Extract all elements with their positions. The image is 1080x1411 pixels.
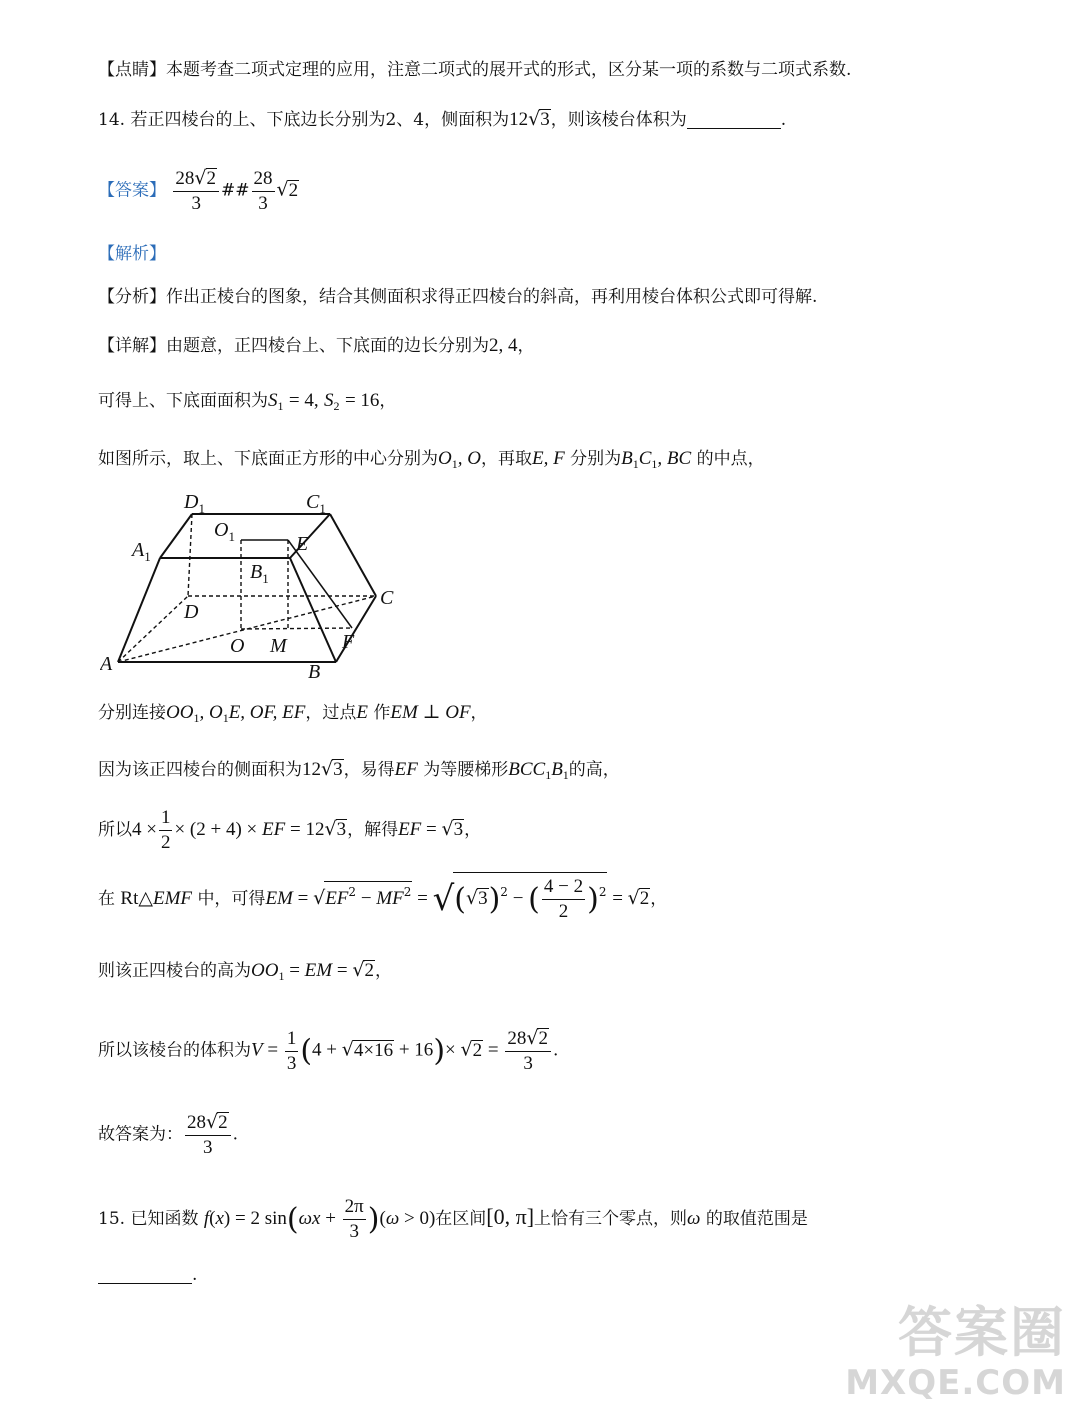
fenxi-text: 作出正棱台的图象，结合其侧面积求得正四棱台的斜高，再利用棱台体积公式即可得解. (166, 287, 818, 307)
answer-line: 【答案】 $\frac{28√2}{3}$ ## $\frac{28}{3}$ √2 (98, 167, 299, 214)
svg-text:C1: $C_1$ (306, 491, 326, 516)
q15-answer-blank (98, 1265, 192, 1284)
answer-separator: ## (221, 180, 250, 201)
q14-area-root: 3 (540, 109, 550, 130)
svg-text:A: A (100, 653, 113, 675)
svg-text:A1: $A_1$ (132, 539, 151, 564)
svg-text:O: O (230, 635, 245, 657)
q14-answer-blank (687, 110, 781, 129)
edge-values: 2, 4 (489, 335, 518, 356)
fenxi-tag: 【分析】 (98, 287, 166, 307)
centers-line: 如图所示，取上、下底面正方形的中心分别为$O_1$, O，再取E, F 分别为$B_1C_1$, BC 的中点， (98, 448, 765, 471)
question-14: 14. 若正四棱台的上、下底边长分别为2、4，侧面积为12√3，则该棱台体积为 . (98, 108, 787, 130)
dianjing-tag: 【点睛】 (98, 60, 166, 80)
volume-line: 所以该棱台的体积为V = $\frac{1}{3}$ (4 + √4×16 + 16)× √2 = $\frac{28√2}{3}$ . (98, 1027, 559, 1074)
oo1-line: 则该正四棱台的高为$OO_1$ = EM = √2， (98, 959, 392, 983)
edge-AA1 (118, 558, 160, 662)
connect-line: 分别连接$OO_1$, $O_1E$, OF, EF，过点E 作EM ⊥ OF， (98, 702, 488, 725)
solve-line: 所以4 × $\frac{1}{2}$ × (2 + 4) × EF = 12√3，解得EF = √3， (98, 807, 482, 853)
q14-area: 12 (509, 109, 529, 130)
xiangjie-line: 【详解】由题意，正四棱台上、下底面的边长分别为2, 4， (98, 335, 535, 356)
svg-text:B1: $B_1$ (250, 561, 269, 586)
svg-text:D: D (184, 601, 199, 623)
answer-fraction-1: $\frac{28√2}{3}$ (173, 166, 219, 216)
svg-text:D1: $D_1$ (184, 491, 205, 516)
edge-AD (118, 596, 188, 662)
dianjing-text: 本题考查二项式定理的应用，注意二项式的展开式的形式，区分某一项的系数与二项式系数. (166, 60, 852, 80)
edge-D1D (188, 514, 192, 596)
segment-OF (241, 628, 352, 629)
xiangjie-text: 由题意，正四棱台上、下底面的边长分别为 (166, 336, 489, 356)
jiexi-tag: 【解析】 (98, 244, 166, 264)
svg-text:C: C (380, 587, 394, 609)
area-text: 可得上、下底面面积为 (98, 391, 268, 411)
svg-text:F: F (342, 631, 355, 653)
dianjing-line (98, 57, 851, 83)
q15-answer-line: . (98, 1262, 197, 1288)
xiangjie-tag: 【详解】 (98, 336, 166, 356)
edge-C1C (330, 514, 376, 596)
diagonal-AC (118, 596, 376, 662)
svg-text:M: M (270, 635, 287, 657)
q15-number: 15. (98, 1209, 126, 1229)
q14-number: 14. (98, 110, 126, 130)
final-line: 故答案为： $\frac{28√2}{3}$ . (98, 1111, 239, 1158)
area-line: 可得上、下底面面积为$S_1 = 4$, $S_2 = 16$， (98, 390, 397, 413)
svg-text:E: E (296, 533, 309, 555)
fenxi-line (98, 284, 817, 310)
watermark-logo: 答案圈 MXQE.COM (845, 1301, 1066, 1403)
final-fraction: $\frac{28√2}{3}$ (185, 1110, 231, 1160)
answer-tag: 【答案】 (98, 180, 166, 201)
svg-text:B: B (308, 661, 321, 683)
rt-line: 在 Rt△EMF 中，可得EM = $√EF^2 - MF^2 = √(√3)^2$ − ( $\frac{4 - 2}{2}$ )$^2$ = √2， (98, 872, 667, 924)
frustum-figure (100, 488, 420, 688)
q14-text-a: 若正四棱台的上、下底边长分别为2、4，侧面积为 (130, 110, 510, 130)
answer-fraction-2: $\frac{28}{3}$ (253, 167, 273, 214)
q14-text-b: ，则该棱台体积为 (550, 110, 687, 130)
svg-text:O1: $O_1$ (214, 519, 235, 544)
question-15: 15. 已知函数 f(x) = 2 sin(ωx + $\frac{2\pi}{3}$ )(ω > 0)在区间[0, π]上恰有三个零点，则ω 的取值范围是 (98, 1196, 808, 1242)
height-line: 因为该正四棱台的侧面积为12√3，易得EF 为等腰梯形$BCC_1B_1$的高， (98, 758, 620, 782)
edge-A1D1 (160, 514, 192, 558)
